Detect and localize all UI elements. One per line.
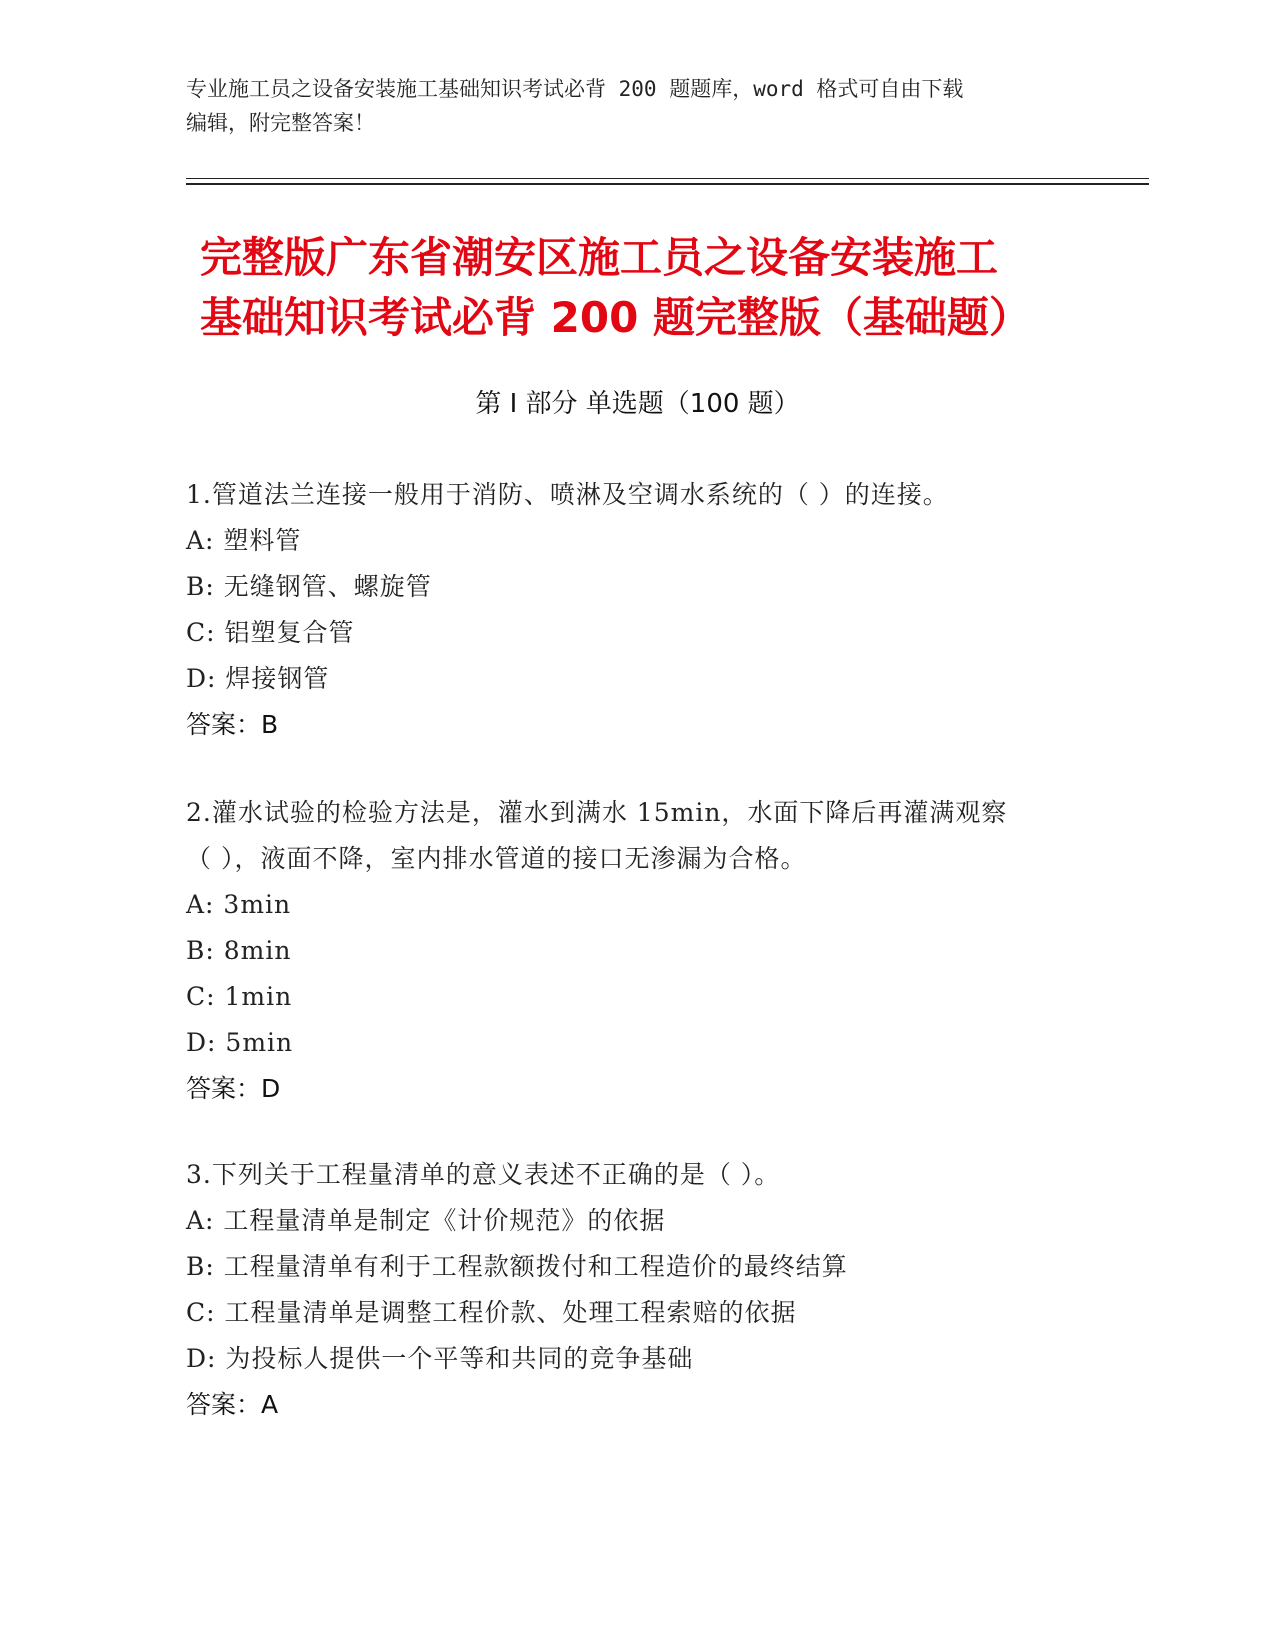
- section-heading: 第 I 部分 单选题（100 题）: [475, 389, 800, 419]
- answer: 答案：D: [186, 1074, 281, 1103]
- answer: 答案：B: [186, 710, 279, 739]
- header-note-line-2: 编辑，附完整答案！: [186, 111, 375, 135]
- option-a: A: 工程量清单是制定《计价规范》的依据: [186, 1206, 666, 1235]
- question-1: [186, 472, 1086, 748]
- option-c: C: 铝塑复合管: [186, 618, 355, 647]
- option-c: C: 1min: [186, 982, 293, 1011]
- option-a: A: 塑料管: [186, 526, 302, 555]
- option-b: B: 8min: [186, 936, 292, 965]
- document-title: [200, 228, 1100, 348]
- question-2: [186, 790, 1086, 1112]
- question-3: [186, 1152, 1086, 1428]
- option-b: B: 无缝钢管、螺旋管: [186, 572, 432, 601]
- answer: 答案：A: [186, 1390, 279, 1419]
- document-title-line-1: 完整版广东省潮安区施工员之设备安装施工: [200, 233, 999, 282]
- option-d: D: 焊接钢管: [186, 664, 330, 693]
- question-text: 3.下列关于工程量清单的意义表述不正确的是（ ）。: [186, 1160, 781, 1189]
- option-d: D: 为投标人提供一个平等和共同的竞争基础: [186, 1344, 694, 1373]
- option-c: C: 工程量清单是调整工程价款、处理工程索赔的依据: [186, 1298, 797, 1327]
- header-note-line-1: 专业施工员之设备安装施工基础知识考试必背 200 题题库，word 格式可自由下载: [186, 77, 964, 101]
- header-note: [186, 72, 1086, 140]
- header-divider-top: [186, 178, 1149, 179]
- option-d: D: 5min: [186, 1028, 294, 1057]
- question-text-line-1: 2.灌水试验的检验方法是，灌水到满水 15min，水面下降后再灌满观察: [186, 798, 1008, 827]
- header-divider-bottom: [186, 183, 1149, 185]
- option-b: B: 工程量清单有利于工程款额拨付和工程造价的最终结算: [186, 1252, 848, 1281]
- document-title-line-2: 基础知识考试必背 200 题完整版（基础题）: [200, 293, 1031, 342]
- question-text-line-2: （ ），液面不降，室内排水管道的接口无渗漏为合格。: [186, 844, 807, 873]
- question-text: 1.管道法兰连接一般用于消防、喷淋及空调水系统的（ ）的连接。: [186, 480, 949, 509]
- option-a: A: 3min: [186, 890, 292, 919]
